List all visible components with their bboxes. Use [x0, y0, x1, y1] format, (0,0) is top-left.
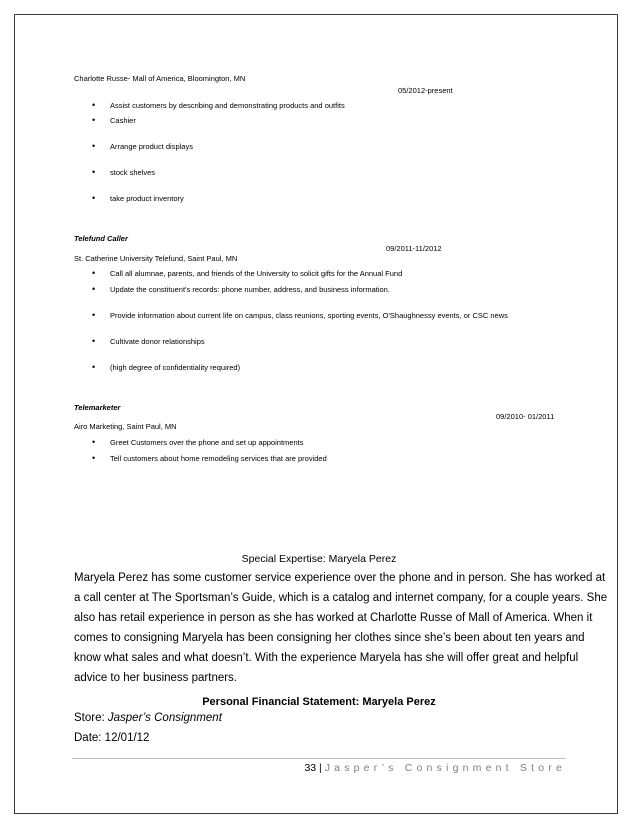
- job1-employer: Charlotte Russe- Mall of America, Bloomington, MN: [74, 74, 246, 83]
- date-line: Date: 12/01/12: [74, 732, 150, 744]
- list-item: • stock shelves: [92, 167, 156, 177]
- page-footer: [72, 762, 566, 774]
- expertise-paragraph: [74, 568, 607, 688]
- expertise-line: also has retail experience in person as she has worked at Charlotte Russe of Mall of America. When it: [74, 612, 593, 624]
- bullet-icon: •: [92, 453, 96, 463]
- expertise-line: Maryela Perez has some customer service experience over the phone and in person. She has worked at: [74, 572, 606, 584]
- expertise-line: a call center at The Sportsman’s Guide, which is a catalog and internet company, for a couple years. She: [74, 592, 608, 604]
- list-item: • Cashier: [92, 115, 136, 125]
- page-number: 33: [304, 762, 317, 774]
- expertise-line: know what sales and what doesn’t. With the experience Maryela has she will offer great and helpful: [74, 652, 579, 664]
- financial-heading: Personal Financial Statement: Maryela Perez: [202, 696, 436, 708]
- bullet-icon: •: [92, 193, 96, 203]
- job2-dates: 09/2011-11/2012: [386, 244, 442, 253]
- list-item: • Greet Customers over the phone and set up appointments: [92, 437, 304, 447]
- expertise-line: comes to consigning Maryela has been consigning her clothes since she’s been about ten years and: [74, 632, 585, 644]
- store-line: [74, 708, 222, 728]
- bullet-icon: •: [92, 100, 96, 110]
- list-item: • Update the constituent's records: phone number, address, and business information.: [92, 284, 390, 294]
- list-item: • (high degree of confidentiality required): [92, 362, 241, 372]
- job3-employer: Airo Marketing, Saint Paul, MN: [74, 422, 177, 431]
- expertise-heading: Special Expertise: Maryela Perez: [241, 553, 397, 565]
- list-item: • Assist customers by describing and demonstrating products and outfits: [92, 100, 345, 110]
- list-item: • Cultivate donor relationships: [92, 336, 205, 346]
- list-item: • take product inventory: [92, 193, 184, 203]
- bullet-icon: •: [92, 141, 96, 151]
- bullet-icon: •: [92, 284, 96, 294]
- job2-title: Telefund Caller: [74, 234, 128, 243]
- expertise-line: advice to her business partners.: [74, 672, 238, 684]
- list-item: • Provide information about current life on campus, class reunions, sporting events, O'Shaughnessy events, or CSC news: [92, 310, 508, 320]
- bullet-icon: •: [92, 362, 96, 372]
- job3-dates: 09/2010- 01/2011: [496, 412, 555, 421]
- job2-employer: St. Catherine University Telefund, Saint Paul, MN: [74, 254, 238, 263]
- list-item: • Call all alumnae, parents, and friends of the University to solicit gifts for the Annual Fund: [92, 268, 403, 278]
- bullet-icon: •: [92, 167, 96, 177]
- store-value: Jasper’s Consignment: [107, 712, 222, 724]
- bullet-icon: •: [92, 310, 96, 320]
- bullet-icon: •: [92, 268, 96, 278]
- bullet-icon: •: [92, 437, 96, 447]
- footer-separator: |: [316, 762, 325, 774]
- store-label: Store:: [74, 712, 108, 724]
- list-item: • Tell customers about home remodeling services that are provided: [92, 453, 327, 463]
- bullet-icon: •: [92, 115, 96, 125]
- job1-dates: 05/2012-present: [398, 86, 453, 95]
- bullet-icon: •: [92, 336, 96, 346]
- job3-title: Telemarketer: [74, 403, 121, 412]
- list-item: • Arrange product displays: [92, 141, 193, 151]
- footer-divider: [72, 758, 566, 759]
- footer-store-name: Jasper’s Consignment Store: [324, 762, 566, 774]
